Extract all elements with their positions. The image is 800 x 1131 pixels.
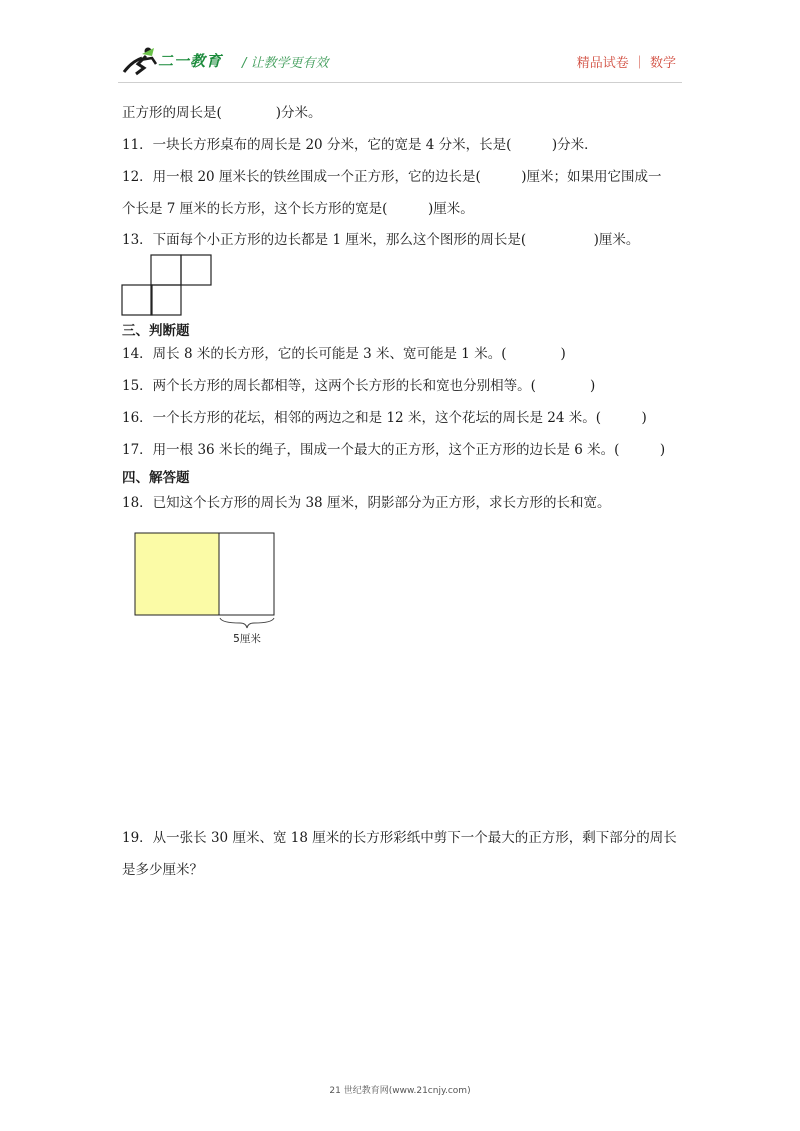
brand-name: 二一教育 bbox=[158, 52, 223, 70]
question-14: 14．周长 8 米的长方形，它的长可能是 3 米、宽可能是 1 米。( ) bbox=[122, 346, 566, 362]
slogan: / 让教学更有效 bbox=[242, 56, 329, 71]
question-12-line-1: 12．用一根 20 厘米长的铁丝围成一个正方形，它的边长是( )厘米；如果用它围成一 bbox=[122, 169, 662, 185]
question-17: 17．用一根 36 米长的绳子，围成一个最大的正方形，这个正方形的边长是 6 米。( ) bbox=[122, 442, 666, 458]
header-divider bbox=[118, 82, 682, 83]
page-footer: 21 世纪教育网(www.21cnjy.com) bbox=[329, 1086, 471, 1096]
question-12-line-2: 个长是 7 厘米的长方形，这个长方形的宽是( )厘米。 bbox=[122, 201, 474, 217]
question-16: 16．一个长方形的花坛，相邻的两边之和是 12 米，这个花坛的周长是 24 米。( ) bbox=[122, 410, 647, 426]
section-3-heading: 三、判断题 bbox=[122, 323, 190, 339]
unshaded-rectangle bbox=[219, 533, 274, 615]
q18-rectangle-figure bbox=[130, 528, 280, 650]
question-10-continued: 正方形的周长是( )分米。 bbox=[122, 105, 322, 121]
shaded-square bbox=[135, 533, 219, 615]
question-13: 13．下面每个小正方形的边长都是 1 厘米，那么这个图形的周长是( )厘米。 bbox=[122, 232, 640, 248]
width-label: 5厘米 bbox=[233, 633, 261, 645]
subject-tag: 精品试卷 ｜ 数学 bbox=[576, 56, 676, 71]
page-header bbox=[118, 40, 682, 80]
section-4-heading: 四、解答题 bbox=[122, 470, 190, 486]
question-19-line-2: 是多少厘米？ bbox=[122, 862, 203, 878]
q13-square-figure bbox=[120, 253, 214, 317]
question-11: 11．一块长方形桌布的周长是 20 分米，它的宽是 4 分米，长是( )分米． bbox=[122, 137, 598, 153]
question-15: 15．两个长方形的周长都相等，这两个长方形的长和宽也分别相等。( ) bbox=[122, 378, 596, 394]
question-19-line-1: 19．从一张长 30 厘米、宽 18 厘米的长方形彩纸中剪下一个最大的正方形，剩下部分的周长 bbox=[122, 830, 677, 846]
question-18: 18．已知这个长方形的周长为 38 厘米，阴影部分为正方形，求长方形的长和宽。 bbox=[122, 495, 611, 511]
width-brace bbox=[220, 618, 274, 628]
